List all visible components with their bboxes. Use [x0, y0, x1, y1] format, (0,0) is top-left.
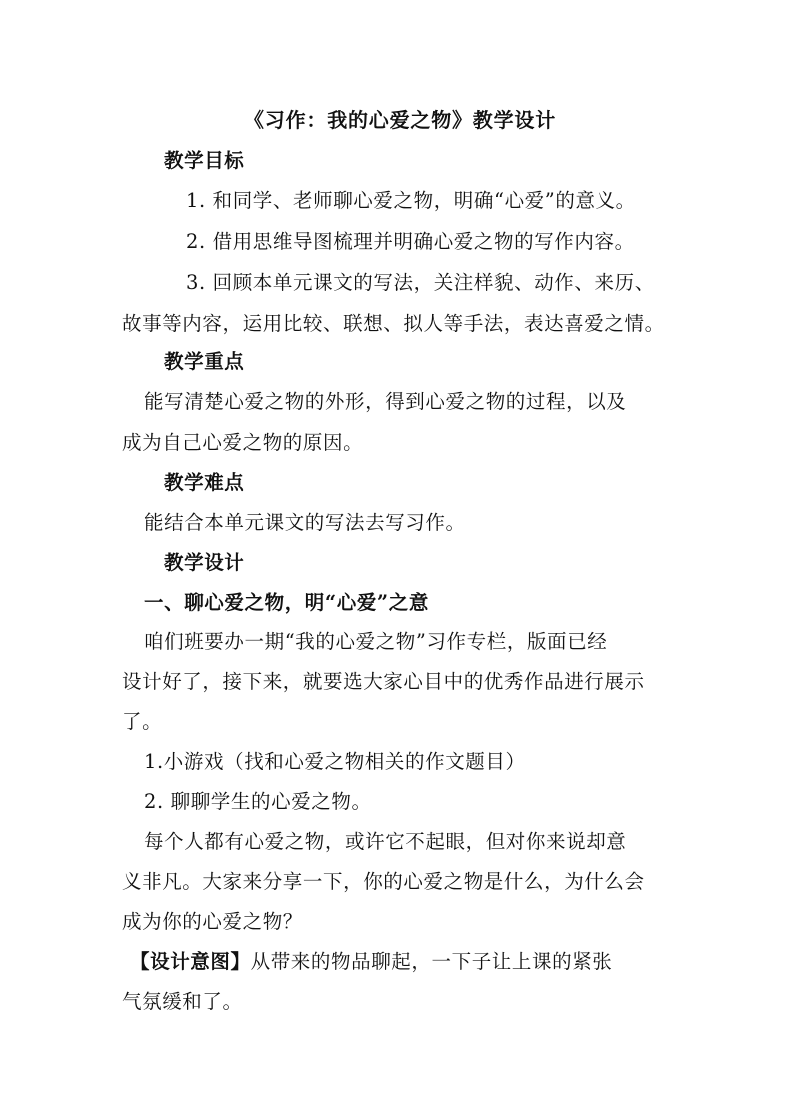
difficulties-heading: 教学难点 — [164, 471, 245, 494]
step-2-text-continuation: 成为你的心爱之物？ — [122, 910, 303, 933]
objective-item: 1. 和同学、老师聊心爱之物，明确“心爱”的意义。 — [186, 189, 636, 212]
step-2-text: 每个人都有心爱之物，或许它不起眼，但对你来说却意 — [144, 830, 627, 853]
part1-intro: 咱们班要办一期“我的心爱之物”习作专栏，版面已经 — [144, 630, 608, 653]
part1-intro-continuation: 设计好了，接下来，就要选大家心目中的优秀作品进行展示 — [122, 670, 645, 693]
objective-item: 2. 借用思维导图梳理并明确心爱之物的写作内容。 — [186, 230, 635, 253]
difficulties-text: 能结合本单元课文的写法去写习作。 — [144, 511, 466, 534]
part1-heading: 一、聊心爱之物，明“心爱”之意 — [144, 591, 429, 614]
design-intent-continuation: 气氛缓和了。 — [122, 990, 243, 1013]
part1-intro-continuation: 了。 — [122, 710, 163, 733]
objective-item-continuation: 故事等内容，运用比较、联想、拟人等手法，表达喜爱之情。 — [122, 312, 665, 335]
document-title: 《习作：我的心爱之物》教学设计 — [244, 108, 556, 132]
objectives-heading: 教学目标 — [164, 149, 245, 172]
key-points-heading: 教学重点 — [164, 350, 245, 373]
step-2-text-continuation: 义非凡。大家来分享一下，你的心爱之物是什么，为什么会 — [122, 870, 645, 893]
step-2: 2. 聊聊学生的心爱之物。 — [144, 790, 372, 813]
design-intent-text: 从带来的物品聊起，一下子让上课的紧张 — [250, 950, 613, 973]
step-1: 1.小游戏（找和心爱之物相关的作文题目） — [144, 750, 526, 773]
key-points-text-continuation: 成为自己心爱之物的原因。 — [122, 431, 364, 454]
design-heading: 教学设计 — [164, 551, 245, 574]
design-intent — [130, 949, 612, 975]
design-intent-label: 【设计意图】 — [130, 950, 251, 973]
objective-item: 3. 回顾本单元课文的写法，关注样貌、动作、来历、 — [186, 271, 655, 294]
key-points-text: 能写清楚心爱之物的外形，得到心爱之物的过程，以及 — [144, 390, 627, 413]
